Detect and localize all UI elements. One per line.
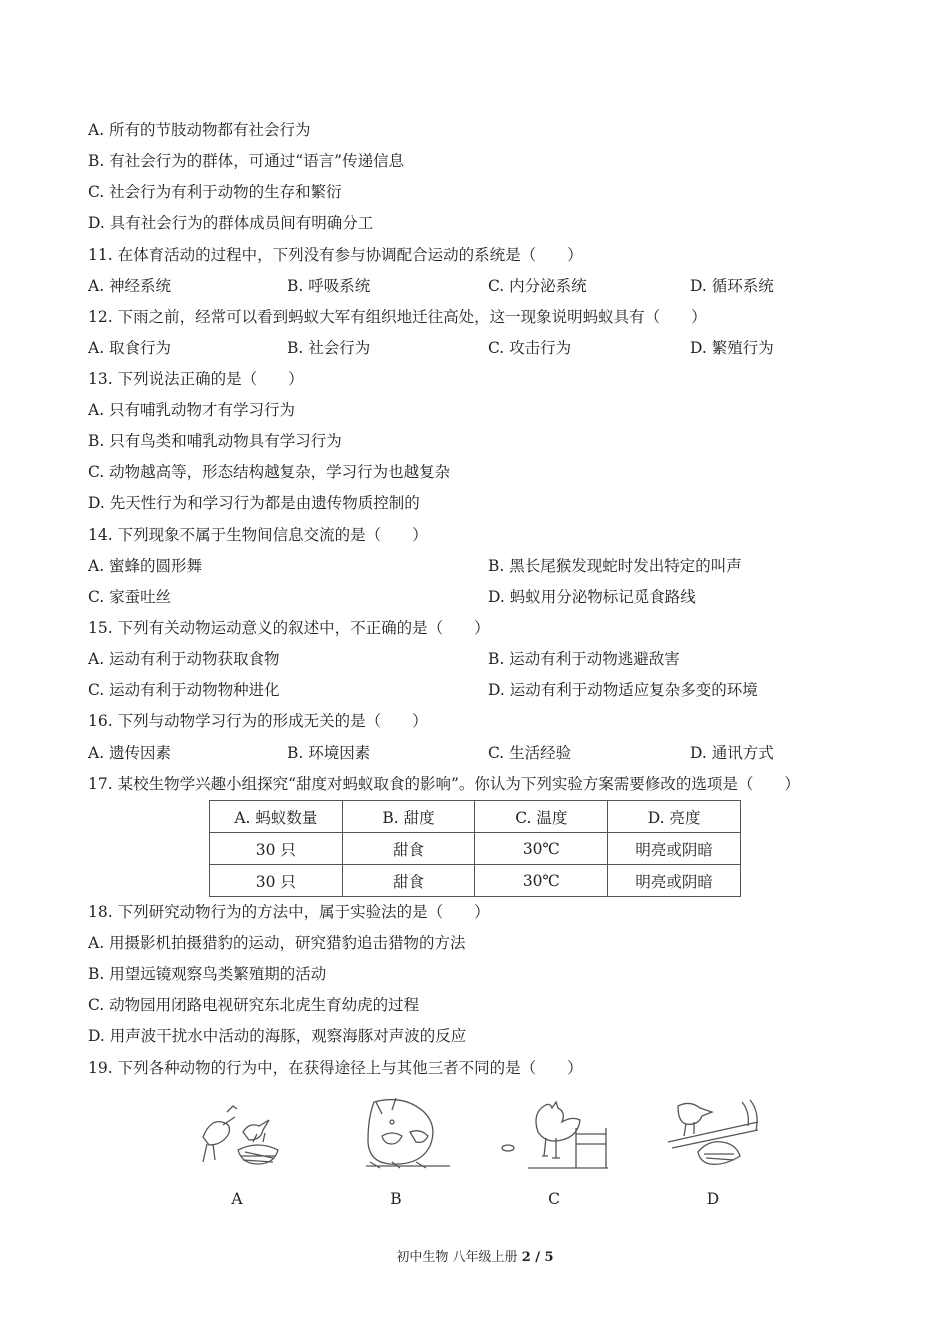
q11-option-a: A. 神经系统 <box>88 277 172 295</box>
q14-option-c: C. 家蚕吐丝 <box>88 588 172 606</box>
table-cell: 明亮或阴暗 <box>608 865 741 897</box>
birds-feeding-chicks-illustration <box>183 1092 293 1174</box>
footer-text: 初中生物 八年级上册 <box>396 1250 522 1265</box>
q16-option-c: C. 生活经验 <box>488 744 572 762</box>
figure-label-c: C <box>548 1190 560 1208</box>
table-cell: 30 只 <box>210 865 343 897</box>
table-cell: 30 只 <box>210 833 343 865</box>
question-14-stem: 14. 下列现象不属于生物间信息交流的是（ ） <box>88 526 428 544</box>
figure-label-a: A <box>231 1190 243 1208</box>
q15-option-a: A. 运动有利于动物获取食物 <box>88 650 280 668</box>
q16-option-b: B. 环境因素 <box>287 744 371 762</box>
q16-option-a: A. 遗传因素 <box>88 744 172 762</box>
table-cell: 甜食 <box>342 833 475 865</box>
rooster-detour-illustration <box>498 1092 608 1174</box>
q18-option-d: D. 用声波干扰水中活动的海豚，观察海豚对声波的反应 <box>88 1027 467 1045</box>
option-line: B. 有社会行为的群体，可通过“语言”传递信息 <box>88 152 405 170</box>
q13-option-c: C. 动物越高等，形态结构越复杂，学习行为也越复杂 <box>88 463 451 481</box>
question-19-stem: 19. 下列各种动物的行为中，在获得途径上与其他三者不同的是（ ） <box>88 1059 583 1077</box>
q14-option-b: B. 黑长尾猴发现蛇时发出特定的叫声 <box>488 557 742 575</box>
question-18-stem: 18. 下列研究动物行为的方法中，属于实验法的是（ ） <box>88 903 490 921</box>
question-17-stem: 17. 某校生物学兴趣小组探究“甜度对蚂蚁取食的影响”。你认为下列实验方案需要修改的选项是（ ） <box>88 775 800 793</box>
question-15-stem: 15. 下列有关动物运动意义的叙述中，不正确的是（ ） <box>88 619 490 637</box>
q15-option-c: C. 运动有利于动物物种进化 <box>88 681 280 699</box>
q12-option-a: A. 取食行为 <box>88 339 172 357</box>
q12-option-d: D. 繁殖行为 <box>690 339 774 357</box>
table-header-cell: A. 蚂蚁数量 <box>210 801 343 833</box>
q11-option-b: B. 呼吸系统 <box>287 277 371 295</box>
option-line: C. 社会行为有利于动物的生存和繁衍 <box>88 183 342 201</box>
q18-option-a: A. 用摄影机拍摄猎豹的运动，研究猎豹追击猎物的方法 <box>88 934 466 952</box>
option-line: A. 所有的节肢动物都有社会行为 <box>88 121 311 139</box>
experiment-table <box>209 800 741 897</box>
q13-option-a: A. 只有哺乳动物才有学习行为 <box>88 401 296 419</box>
q14-option-a: A. 蜜蜂的圆形舞 <box>88 557 203 575</box>
q15-option-b: B. 运动有利于动物逃避敌害 <box>488 650 680 668</box>
q15-option-d: D. 运动有利于动物适应复杂多变的环境 <box>488 681 758 699</box>
sow-nursing-piglets-illustration <box>352 1092 462 1174</box>
bird-on-branch-illustration <box>658 1092 768 1174</box>
q18-option-c: C. 动物园用闭路电视研究东北虎生育幼虎的过程 <box>88 996 420 1014</box>
table-header-cell: B. 甜度 <box>342 801 475 833</box>
page-footer <box>0 1246 950 1265</box>
table-header-cell: C. 温度 <box>475 801 608 833</box>
q12-option-c: C. 攻击行为 <box>488 339 572 357</box>
table-cell: 30℃ <box>475 865 608 897</box>
q13-option-b: B. 只有鸟类和哺乳动物具有学习行为 <box>88 432 342 450</box>
question-13-stem: 13. 下列说法正确的是（ ） <box>88 370 304 388</box>
table-row <box>210 865 741 897</box>
table-cell: 甜食 <box>342 865 475 897</box>
q11-option-c: C. 内分泌系统 <box>488 277 587 295</box>
table-header-row <box>210 801 741 833</box>
q16-option-d: D. 通讯方式 <box>690 744 774 762</box>
question-11-stem: 11. 在体育活动的过程中，下列没有参与协调配合运动的系统是（ ） <box>88 246 583 264</box>
figure-label-d: D <box>706 1190 720 1208</box>
table-row <box>210 833 741 865</box>
table-cell: 明亮或阴暗 <box>608 833 741 865</box>
question-12-stem: 12. 下雨之前，经常可以看到蚂蚁大军有组织地迁往高处，这一现象说明蚂蚁具有（ ） <box>88 308 707 326</box>
table-header-cell: D. 亮度 <box>608 801 741 833</box>
q12-option-b: B. 社会行为 <box>287 339 371 357</box>
q14-option-d: D. 蚂蚁用分泌物标记觅食路线 <box>488 588 696 606</box>
q13-option-d: D. 先天性行为和学习行为都是由遗传物质控制的 <box>88 494 420 512</box>
page-number: 2 / 5 <box>521 1250 554 1265</box>
q11-option-d: D. 循环系统 <box>690 277 774 295</box>
q18-option-b: B. 用望远镜观察鸟类繁殖期的活动 <box>88 965 327 983</box>
table-cell: 30℃ <box>475 833 608 865</box>
option-line: D. 具有社会行为的群体成员间有明确分工 <box>88 214 374 232</box>
question-16-stem: 16. 下列与动物学习行为的形成无关的是（ ） <box>88 712 428 730</box>
figure-label-b: B <box>390 1190 402 1208</box>
